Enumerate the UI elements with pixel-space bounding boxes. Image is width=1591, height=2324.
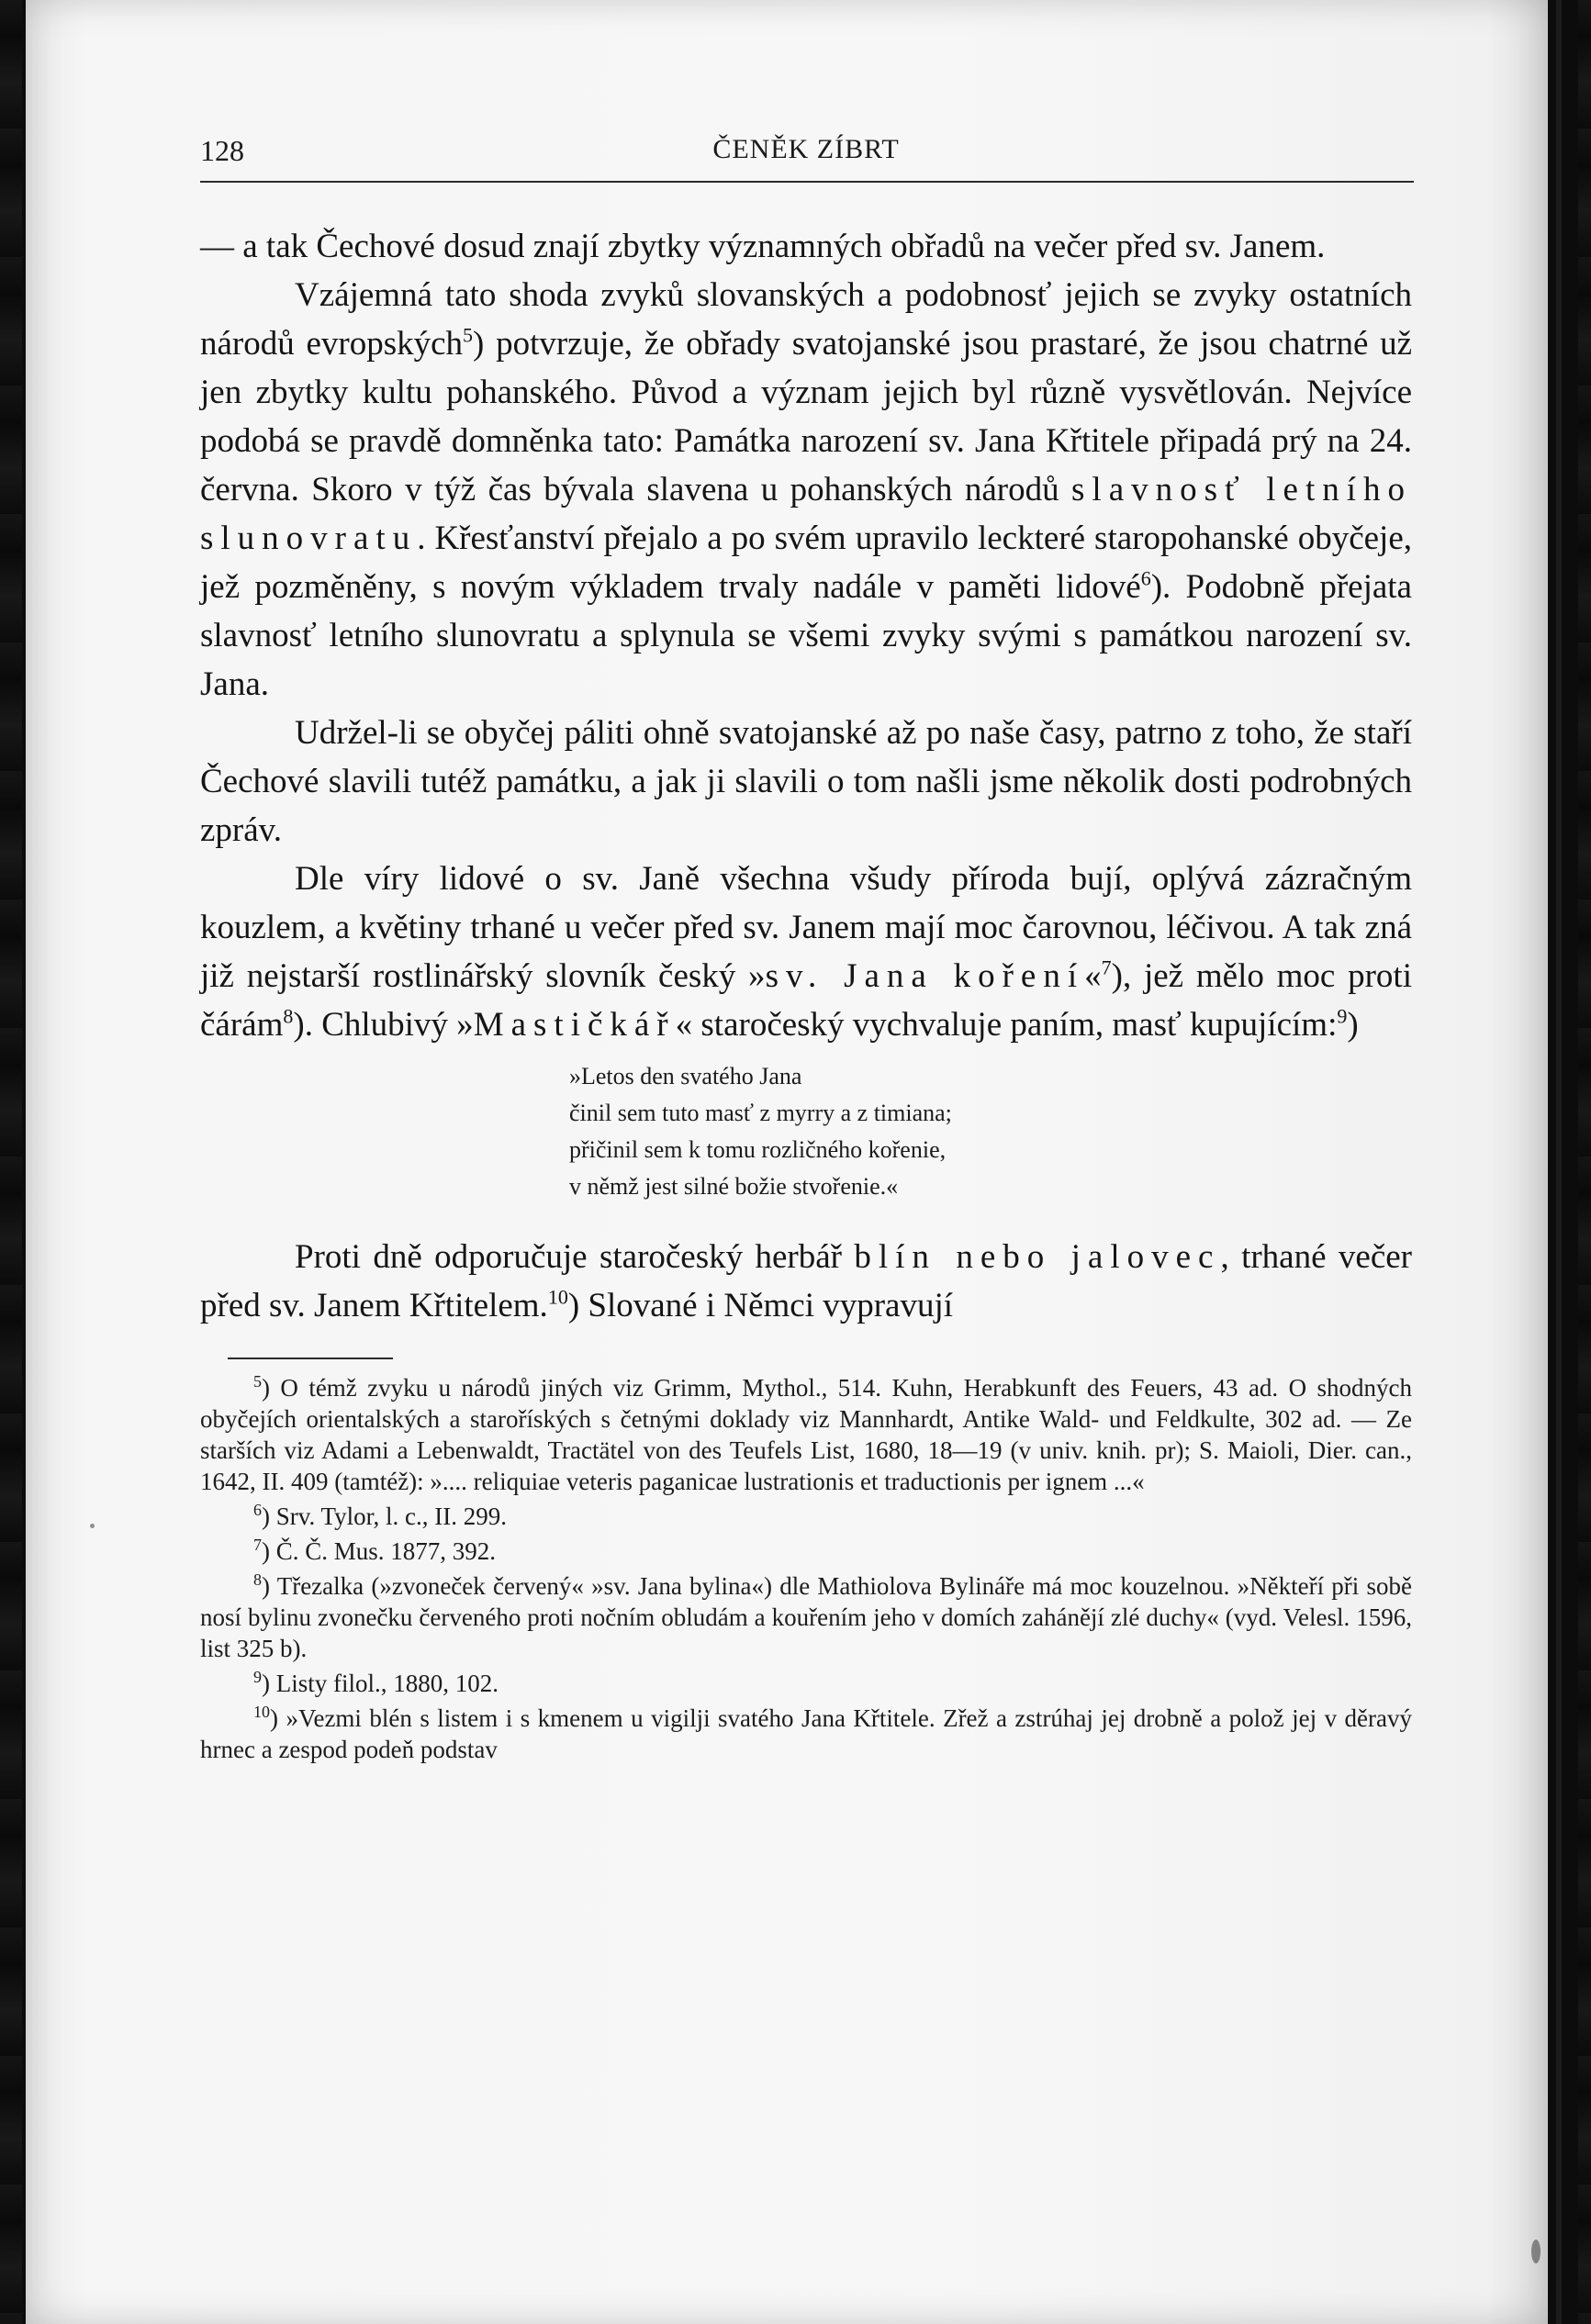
- footnote-text: ) Třezalka (»zvoneček červený« »sv. Jana bylina«) dle Mathiolova Bylináře má moc kouzelnou. »Někteří při sobě nosí bylinu zvonečku červeného proti nočním obludám a kouřením jeho v domích zahánějí zlé duchy« (vyd. Velesl. 1596, list 325 b).: [200, 1572, 1412, 1662]
- paragraph-2-text-d: ). Podobně přejata slavnosť letního slunovratu a splynula se všemi zvyky svými s památkou narození sv. Jana.: [200, 568, 1412, 703]
- verse-line: činil sem tuto masť z myrry a z timiana;: [569, 1100, 952, 1126]
- footnote-ref[interactable]: 6: [1140, 566, 1151, 590]
- spaced-emphasis: sv. Jana koření: [765, 957, 1085, 995]
- footnote-text: ) Srv. Tylor, l. c., II. 299.: [262, 1503, 507, 1530]
- footnote-mark: 9: [253, 1668, 262, 1686]
- paragraph-1-text: — a tak Čechové dosud znají zbytky významných obřadů na večer před sv. Janem.: [200, 228, 1326, 265]
- paragraph-5-text-c: ) Slované i Němci vypravují: [567, 1287, 954, 1324]
- footnote-10: [200, 1703, 1412, 1765]
- scan-binding-line: [1556, 0, 1562, 2324]
- paragraph-3: [200, 709, 1412, 855]
- footnote-ref[interactable]: 10: [547, 1285, 568, 1309]
- paragraph-5: [200, 1233, 1412, 1330]
- footnote-text: ) Č. Č. Mus. 1877, 392.: [262, 1537, 497, 1565]
- paragraph-2-text-a: Vzájemná tato shoda zvyků slovanských a podobnosť jejich se zvyky ostatních národů evropských: [200, 276, 1412, 363]
- paragraph-5-text-b: , trhané večer před sv. Janem Křtitelem.: [200, 1238, 1412, 1324]
- footnote-text: ) Listy filol., 1880, 102.: [262, 1670, 499, 1697]
- header-rule: [200, 181, 1414, 183]
- footnote-rule: [228, 1358, 393, 1359]
- footnote-mark: 8: [253, 1570, 262, 1589]
- footnote-ref[interactable]: 9: [1337, 1004, 1348, 1028]
- spaced-emphasis: blín nebo jalovec: [854, 1238, 1221, 1276]
- footnotes: [200, 1372, 1412, 1765]
- verse-line: v němž jest silné božie stvořenie.«: [569, 1173, 899, 1200]
- spaced-emphasis: slavnosť letního slunovratu: [200, 471, 1413, 557]
- main-text: [200, 222, 1412, 1769]
- footnote-mark: 7: [253, 1536, 262, 1554]
- footnote-ref[interactable]: 8: [283, 1004, 294, 1028]
- paragraph-2-text-c: . Křesťanství přejalo a po svém upravilo leckteré staropohanské obyčeje, jež pozměněny, s novým výkladem trvaly nadále v paměti lidové: [200, 520, 1412, 606]
- footnote-6: [200, 1501, 1412, 1532]
- paragraph-4-text-b: «: [1084, 957, 1102, 995]
- footnote-mark: 6: [253, 1501, 262, 1519]
- scan-speck: [1531, 2240, 1541, 2263]
- running-title: ČENĚK ZÍBRT: [712, 134, 900, 164]
- scan-speck: [90, 1524, 95, 1528]
- footnote-mark: 10: [253, 1703, 270, 1721]
- paragraph-2-text-b: ) potvrzuje, že obřady svatojanské jsou prastaré, že jsou chatrné už jen zbytky kultu pohanského. Původ a význam jejich byl různě vysvětlován. Nejvíce podobá se pravdě domněnka tato: Památka narození sv. Jana Křtitele připadá prý na 24. června. Skoro v týž čas bývala slavena u pohanských národů: [200, 325, 1413, 508]
- footnote-ref[interactable]: 5: [463, 323, 474, 347]
- footnote-mark: 5: [253, 1372, 262, 1391]
- footnote-ref[interactable]: 7: [1101, 955, 1112, 979]
- quoted-verse: [569, 1058, 1412, 1205]
- paragraph-4-text-a: Dle víry lidové o sv. Janě všechna všudy příroda bují, oplývá zázračným kouzlem, a květiny trhané u večer před sv. Janem mají moc čarovnou, léčivou. A tak zná již nejstarší rostlinářský slovník český »: [200, 860, 1412, 995]
- paragraph-4-text-e: « staročeský vychvaluje paním, masť kupujícím:: [675, 1006, 1338, 1044]
- footnote-8: [200, 1570, 1412, 1664]
- footnote-text: ) »Vezmi blén s listem i s kmenem u vigilji svatého Jana Křtitele. Zřež a zstrúhaj jej drobně a polož jej v děravý hrnec a zespod podeň podstav: [200, 1704, 1412, 1763]
- verse-line: přičinil sem k tomu rozličného kořenie,: [569, 1136, 947, 1163]
- page-number: 128: [200, 134, 244, 167]
- paragraph-4-text-c: ), jež mělo moc proti čárám: [200, 957, 1412, 1044]
- verse-line: »Letos den svatého Jana: [569, 1063, 802, 1089]
- paragraph-2: [200, 271, 1412, 709]
- scan-right-edge: [1578, 0, 1591, 2324]
- paragraph-1: [200, 222, 1412, 271]
- footnote-text: ) O témž zvyku u národů jiných viz Grimm, Mythol., 514. Kuhn, Herabkunft des Feuers, 43 ad. O shodných obyčejích orientalských a staroříských s četnými doklady viz Mannhardt, Antike Wald- und Feldkulte, 302 ad. — Ze starších viz Adami a Lebenwaldt, Tractätel von des Teufels List, 1680, 18—19 (v univ. knih. pr); S. Maioli, Dier. can., 1642, II. 409 (tamtéž): ».... reliquiae veteris paganicae lustrationis et traductionis per ignem ...«: [200, 1374, 1412, 1495]
- spaced-emphasis: Mastičkář: [473, 1006, 676, 1044]
- paragraph-4-text-f: ): [1347, 1006, 1359, 1044]
- footnote-9: [200, 1668, 1412, 1699]
- paragraph-4-text-d: ). Chlubivý »: [293, 1006, 474, 1044]
- scan-left-edge: [0, 0, 22, 2324]
- footnote-7: [200, 1536, 1412, 1567]
- paragraph-5-text-a: Proti dně odporučuje staročeský herbář: [295, 1238, 855, 1276]
- footnote-5: [200, 1372, 1412, 1497]
- paragraph-3-text: Udržel-li se obyčej páliti ohně svatojanské až po naše časy, patrno z toho, že staří Čechové slavili tutéž památku, a jak ji slavili o tom našli jsme několik dosti podrobných zpráv.: [200, 714, 1412, 849]
- paragraph-4: [200, 855, 1412, 1049]
